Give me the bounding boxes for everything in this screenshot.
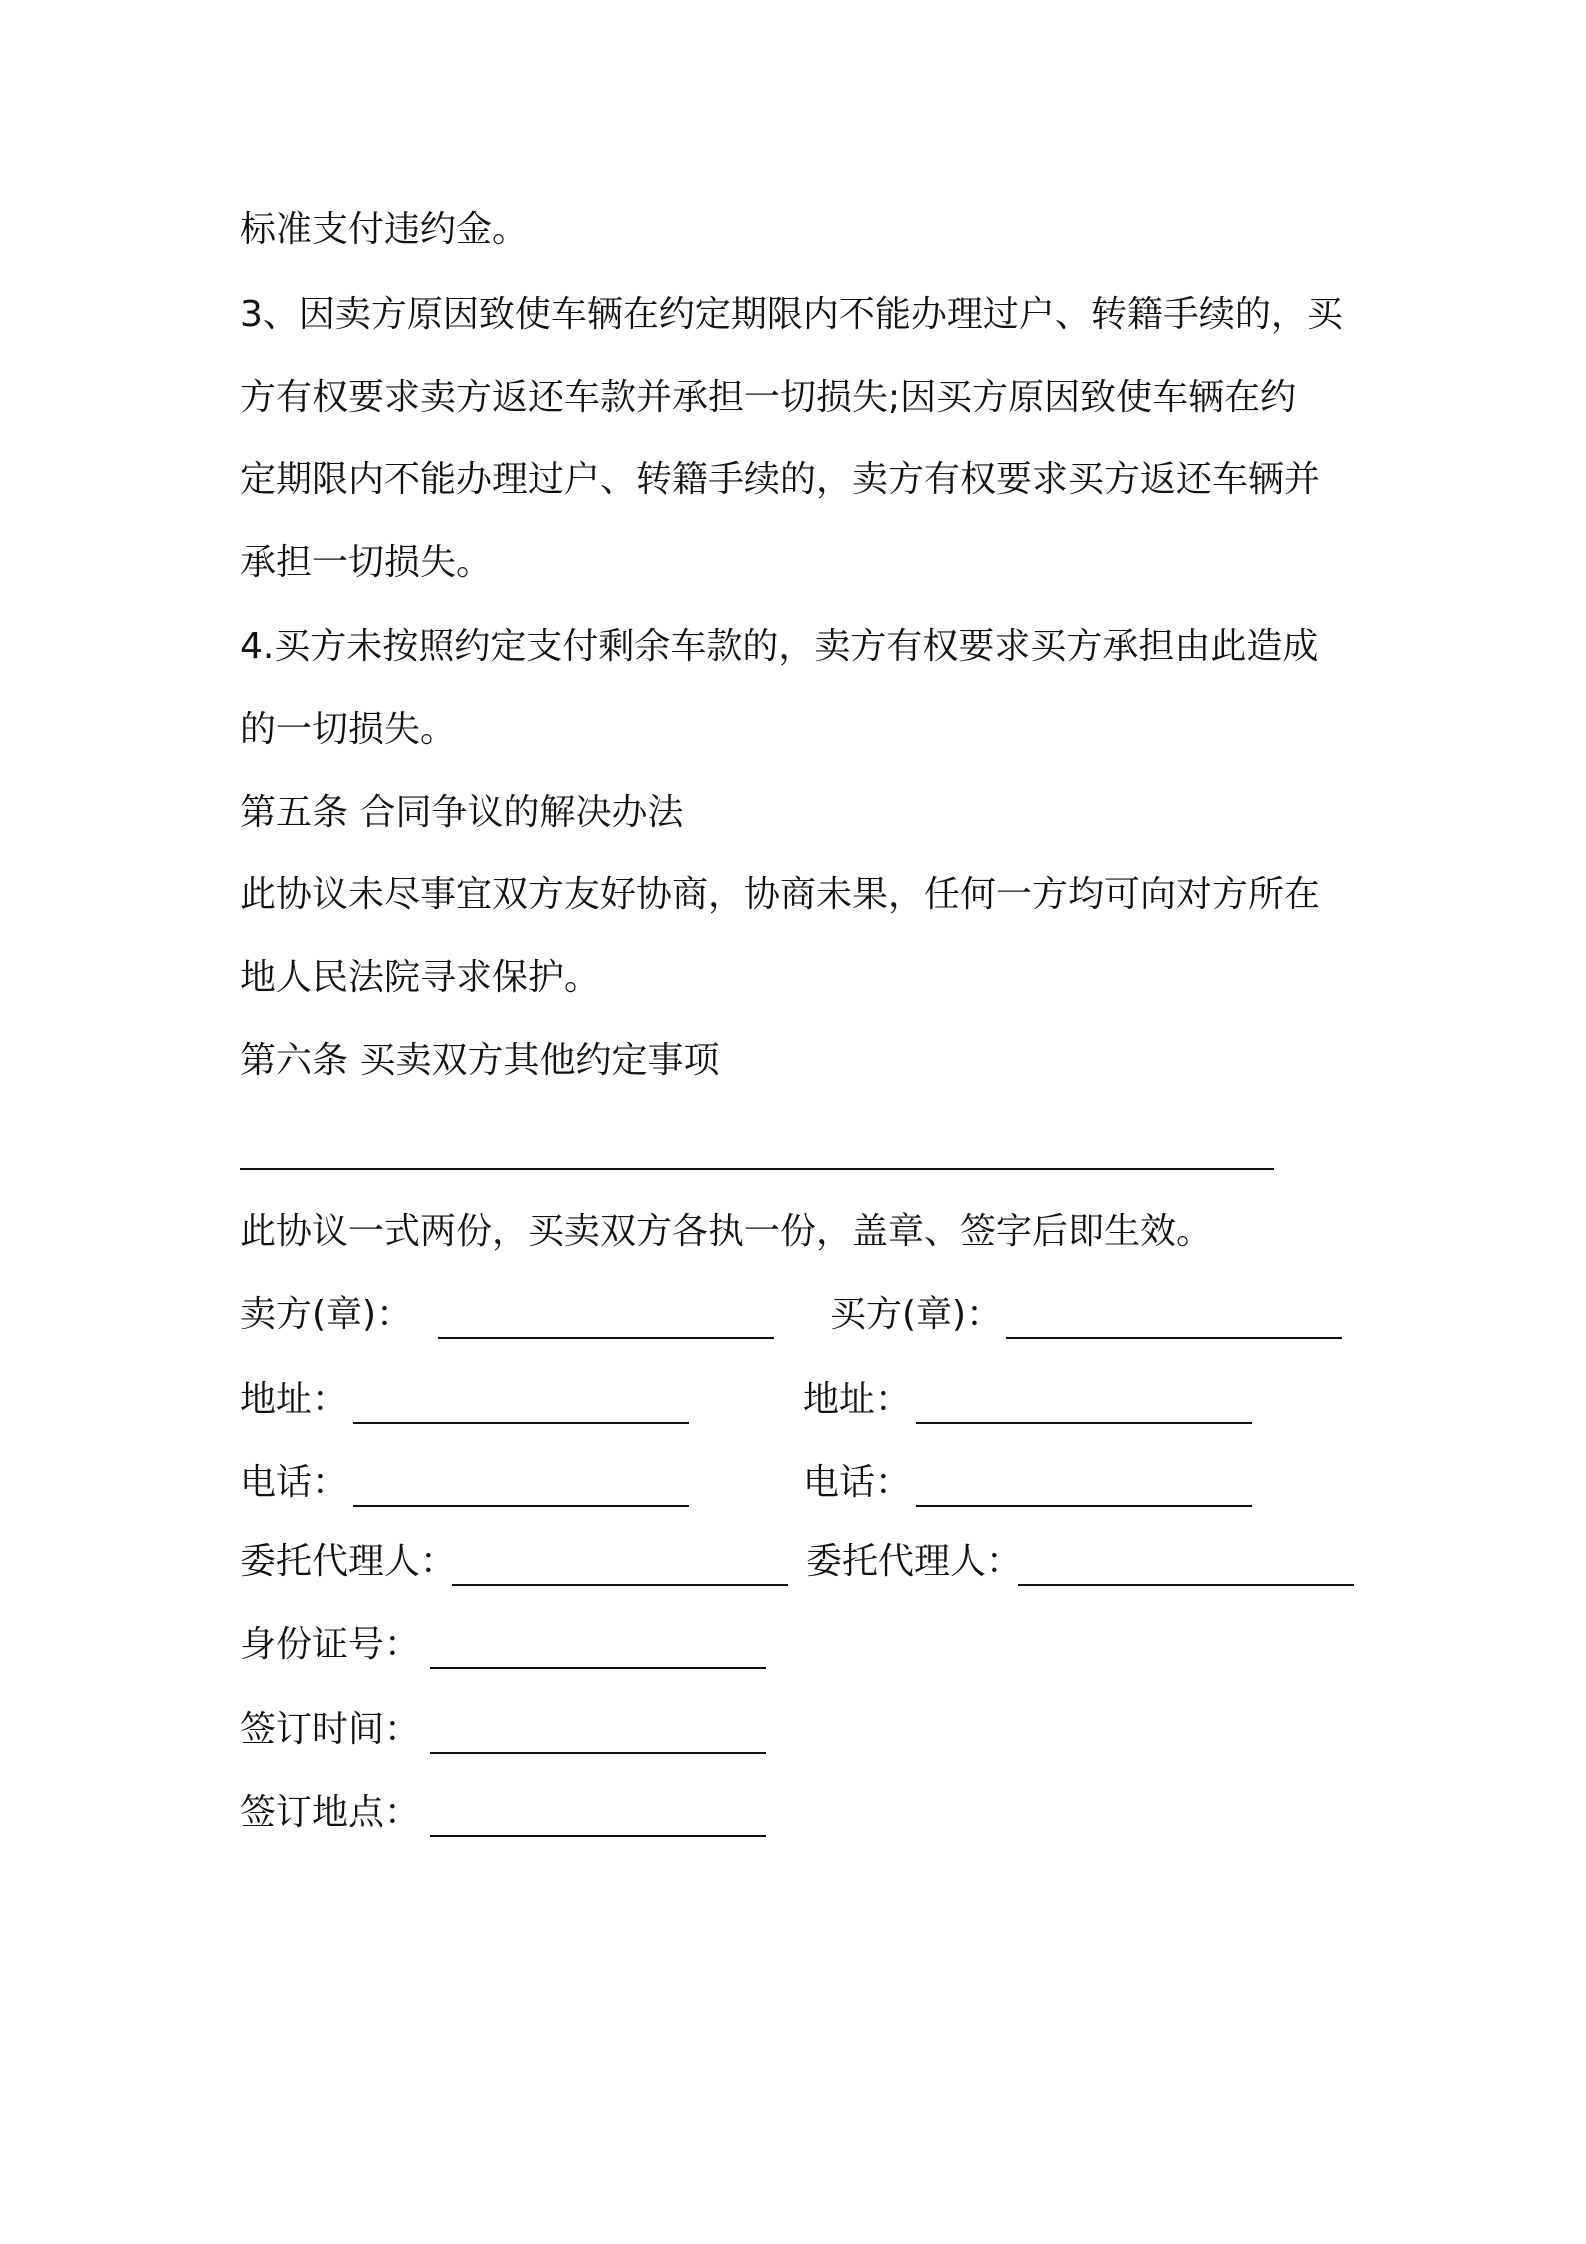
buyer-agent-field	[806, 1537, 1022, 1587]
buyer-phone-blank[interactable]	[916, 1475, 1252, 1507]
paragraph-line: 地人民法院寻求保护。	[240, 957, 601, 998]
buyer-agent-blank[interactable]	[1018, 1554, 1354, 1586]
seller-address-label: 地址：	[240, 1379, 349, 1420]
seller-phone-field	[240, 1458, 348, 1508]
paragraph-line: 标准支付违约金。	[240, 209, 529, 250]
buyer-agent-label: 委托代理人：	[806, 1541, 1023, 1582]
paragraph-line: 的一切损失。	[240, 709, 457, 750]
article-heading: 第五条 合同争议的解决办法	[240, 792, 684, 833]
buyer-address-field	[803, 1375, 911, 1425]
buyer-field	[830, 1290, 1002, 1340]
seller-agent-field	[240, 1537, 456, 1587]
sign-place-field	[240, 1788, 420, 1838]
buyer-phone-field	[803, 1458, 911, 1508]
seller-phone-blank[interactable]	[353, 1475, 689, 1507]
sign-date-blank[interactable]	[430, 1722, 766, 1754]
seller-label: 卖方(章)：	[240, 1294, 413, 1335]
effect-clause: 此协议一式两份，买卖双方各执一份，盖章、签字后即生效。	[240, 1211, 1213, 1252]
other-terms-blank-line[interactable]	[240, 1168, 1274, 1170]
seller-phone-label: 电话：	[240, 1462, 349, 1503]
paragraph-line: 此协议未尽事宜双方友好协商，协商未果，任何一方均可向对方所在	[240, 874, 1321, 915]
buyer-address-label: 地址：	[803, 1379, 912, 1420]
buyer-address-blank[interactable]	[916, 1392, 1252, 1424]
paragraph-line: 4.买方未按照约定支付剩余车款的，卖方有权要求买方承担由此造成	[240, 626, 1319, 667]
sign-date-label: 签订时间：	[240, 1709, 421, 1750]
sign-date-field	[240, 1705, 420, 1755]
article-heading: 第六条 买卖双方其他约定事项	[240, 1040, 720, 1081]
seller-address-blank[interactable]	[353, 1392, 689, 1424]
paragraph-line: 3、因卖方原因致使车辆在约定期限内不能办理过户、转籍手续的，买	[240, 294, 1343, 335]
seller-agent-blank[interactable]	[452, 1554, 788, 1586]
buyer-blank[interactable]	[1006, 1307, 1342, 1339]
seller-address-field	[240, 1375, 348, 1425]
seller-agent-label: 委托代理人：	[240, 1541, 457, 1582]
paragraph-line: 承担一切损失。	[240, 542, 493, 583]
paragraph-line: 定期限内不能办理过户、转籍手续的，卖方有权要求买方返还车辆并	[240, 459, 1321, 500]
sign-place-label: 签订地点：	[240, 1792, 421, 1833]
buyer-label: 买方(章)：	[830, 1294, 1003, 1335]
id-number-blank[interactable]	[430, 1637, 766, 1669]
paragraph-line: 方有权要求卖方返还车款并承担一切损失;因买方原因致使车辆在约	[240, 377, 1297, 418]
buyer-phone-label: 电话：	[803, 1462, 912, 1503]
id-number-label: 身份证号：	[240, 1624, 421, 1665]
sign-place-blank[interactable]	[430, 1805, 766, 1837]
seller-blank[interactable]	[438, 1307, 774, 1339]
seller-field	[240, 1290, 412, 1340]
id-number-field	[240, 1620, 420, 1670]
